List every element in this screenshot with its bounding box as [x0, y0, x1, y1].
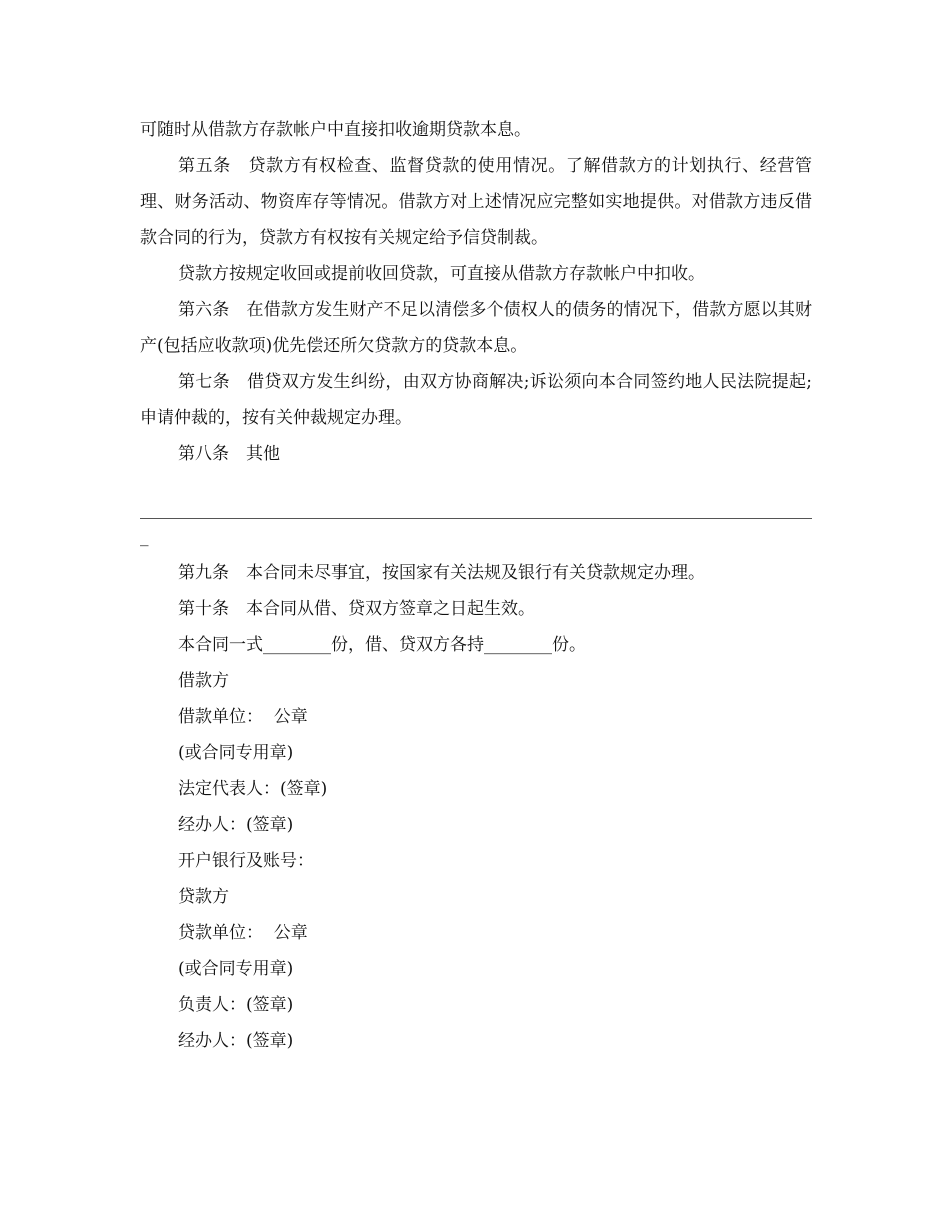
article-7: 第七条 借贷双方发生纠纷，由双方协商解决;诉讼须向本合同签约地人民法院提起;申请仲裁的，按有关仲裁规定办理。	[140, 372, 812, 428]
article-5-recovery: 贷款方按规定收回或提前收回贷款，可直接从借款方存款帐户中扣收。	[178, 264, 705, 284]
lender-seal-note: (或合同专用章)	[178, 959, 294, 979]
borrower-bank-account: 开户银行及账号：	[178, 851, 314, 871]
lender-principal: 负责人：(签章)	[178, 995, 294, 1015]
fill-in-line-tail: _	[140, 527, 149, 547]
copies-clause: 本合同一式________份，借、贷双方各持________份。	[178, 635, 586, 655]
paragraph-continuation: 可随时从借款方存款帐户中直接扣收逾期贷款本息。	[140, 120, 531, 140]
article-5: 第五条 贷款方有权检查、监督贷款的使用情况。了解借款方的计划执行、经营管理、财务活动、物资库存等情况。借款方对上述情况应完整如实地提供。对借款方违反借款合同的行为，贷款方有权按有关规定给予信贷制裁。	[140, 156, 812, 248]
lender-unit: 贷款单位： 公章	[178, 923, 308, 943]
borrower-seal-note: (或合同专用章)	[178, 743, 294, 763]
borrower-unit: 借款单位： 公章	[178, 707, 308, 727]
borrower-signature-block	[140, 663, 812, 879]
lender-handler: 经办人：(签章)	[178, 1031, 294, 1051]
article-8: 第八条 其他	[178, 444, 280, 464]
lender-signature-block	[140, 879, 812, 1059]
lender-heading: 贷款方	[178, 887, 229, 907]
article-9: 第九条 本合同未尽事宜，按国家有关法规及银行有关贷款规定办理。	[178, 563, 705, 583]
article-6: 第六条 在借款方发生财产不足以清偿多个债权人的债务的情况下，借款方愿以其财产(包括应收款项)优先偿还所欠贷款方的贷款本息。	[140, 300, 812, 356]
article-10: 第十条 本合同从借、贷双方签章之日起生效。	[178, 599, 535, 619]
borrower-heading: 借款方	[178, 671, 229, 691]
document-page	[140, 112, 812, 1059]
blank-space	[140, 472, 812, 518]
borrower-handler: 经办人：(签章)	[178, 815, 294, 835]
borrower-legal-rep: 法定代表人：(签章)	[178, 779, 328, 799]
